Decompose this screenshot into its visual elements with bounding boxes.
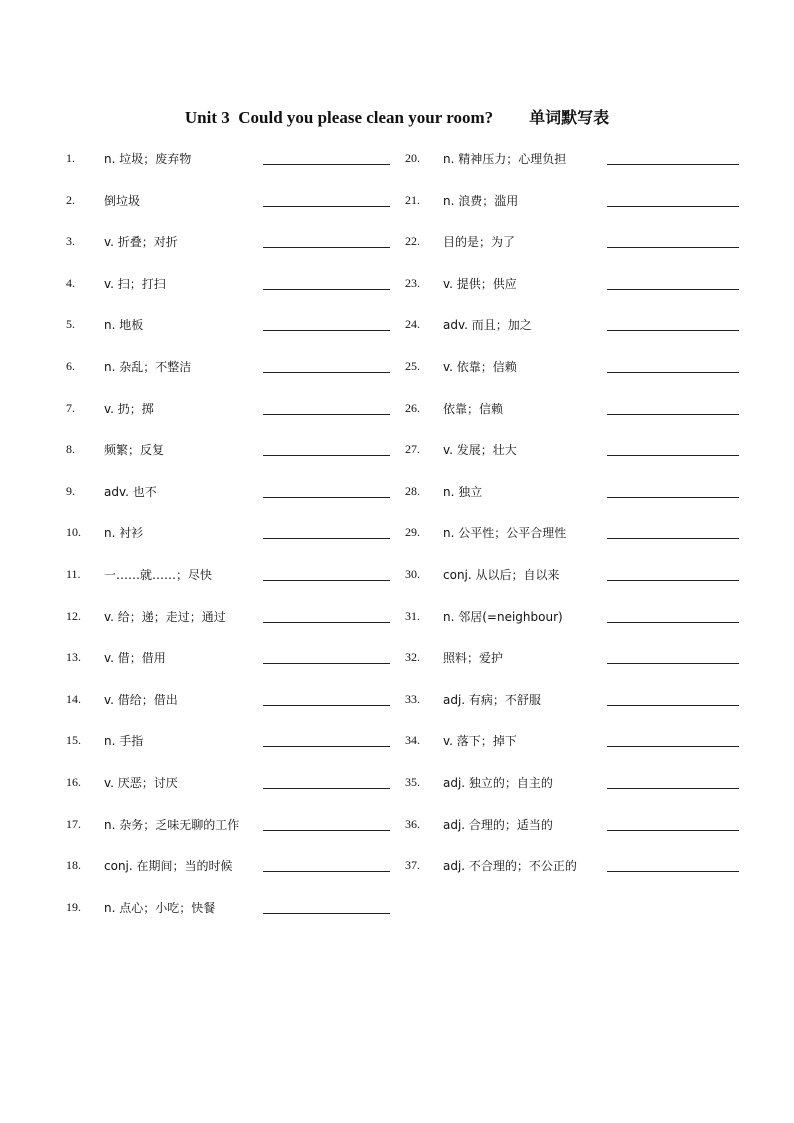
item-number: 14. xyxy=(66,691,81,706)
item-definition: adj. 不合理的；不公正的 xyxy=(443,859,577,874)
page-title xyxy=(0,105,794,128)
item-definition: v. 提供；供应 xyxy=(443,276,517,291)
item-number: 13. xyxy=(66,650,81,665)
item-definition: n. 独立 xyxy=(443,484,483,499)
vocab-row xyxy=(66,223,426,265)
item-definition: v. 扫；打扫 xyxy=(104,276,166,291)
item-number: 24. xyxy=(405,317,420,332)
vocab-row xyxy=(405,473,765,515)
item-number: 20. xyxy=(405,151,420,165)
item-definition: v. 给；递；走过；通过 xyxy=(104,609,226,624)
answer-blank[interactable] xyxy=(607,830,739,831)
vocab-row xyxy=(66,556,426,598)
answer-blank[interactable] xyxy=(263,538,390,539)
answer-blank[interactable] xyxy=(607,289,739,290)
item-number: 15. xyxy=(66,733,81,748)
vocab-row xyxy=(405,514,765,556)
vocab-row xyxy=(66,140,426,182)
answer-blank[interactable] xyxy=(263,414,390,415)
vocab-row xyxy=(405,348,765,390)
vocab-row xyxy=(66,265,426,307)
item-number: 35. xyxy=(405,774,420,789)
item-definition: conj. 从以后；自以来 xyxy=(443,567,560,582)
vocab-row xyxy=(405,306,765,348)
item-definition: v. 发展；壮大 xyxy=(443,443,517,458)
left-column xyxy=(66,140,426,930)
answer-blank[interactable] xyxy=(607,705,739,706)
item-definition: n. 杂乱；不整洁 xyxy=(104,359,192,374)
item-number: 18. xyxy=(66,858,81,873)
item-number: 17. xyxy=(66,816,81,831)
answer-blank[interactable] xyxy=(263,206,390,207)
item-number: 21. xyxy=(405,192,420,207)
item-number: 36. xyxy=(405,816,420,831)
item-definition: 依靠；信赖 xyxy=(443,401,504,416)
item-definition: 照料；爱护 xyxy=(443,651,504,666)
item-number: 16. xyxy=(66,774,81,789)
answer-blank[interactable] xyxy=(263,247,390,248)
item-definition: adj. 独立的；自主的 xyxy=(443,775,553,790)
item-number: 27. xyxy=(405,442,420,457)
answer-blank[interactable] xyxy=(263,497,390,498)
vocab-row xyxy=(66,473,426,515)
vocab-row xyxy=(66,431,426,473)
vocab-row xyxy=(66,306,426,348)
vocab-row xyxy=(405,681,765,723)
answer-blank[interactable] xyxy=(607,372,739,373)
vocab-row xyxy=(405,722,765,764)
right-column xyxy=(405,140,765,889)
item-number: 37. xyxy=(405,858,420,873)
item-definition: v. 厌恶；讨厌 xyxy=(104,775,178,790)
answer-blank[interactable] xyxy=(263,455,390,456)
vocab-row xyxy=(405,847,765,889)
answer-blank[interactable] xyxy=(263,372,390,373)
answer-blank[interactable] xyxy=(263,289,390,290)
item-number: 9. xyxy=(66,483,75,498)
vocab-row xyxy=(66,598,426,640)
vocab-row xyxy=(66,764,426,806)
answer-blank[interactable] xyxy=(263,871,390,872)
item-definition: 频繁；反复 xyxy=(104,443,165,458)
answer-blank[interactable] xyxy=(263,663,390,664)
item-definition: v. 折叠；对折 xyxy=(104,235,178,250)
answer-blank[interactable] xyxy=(263,913,390,914)
item-number: 4. xyxy=(66,275,75,290)
vocab-row xyxy=(66,182,426,224)
answer-blank[interactable] xyxy=(607,580,739,581)
vocab-row xyxy=(66,639,426,681)
vocab-row xyxy=(405,764,765,806)
item-number: 25. xyxy=(405,358,420,373)
item-number: 12. xyxy=(66,608,81,623)
answer-blank[interactable] xyxy=(607,247,739,248)
item-definition: n. 邻居(=neighbour) xyxy=(443,609,563,624)
item-definition: 目的是；为了 xyxy=(443,235,516,250)
answer-blank[interactable] xyxy=(607,871,739,872)
item-definition: n. 点心；小吃；快餐 xyxy=(104,900,216,915)
item-definition: n. 杂务；乏味无聊的工作 xyxy=(104,817,240,832)
item-definition: adv. 也不 xyxy=(104,484,157,499)
item-definition: n. 精神压力；心理负担 xyxy=(443,152,567,166)
item-number: 8. xyxy=(66,442,75,457)
item-definition: n. 手指 xyxy=(104,734,144,749)
answer-blank[interactable] xyxy=(607,788,739,789)
answer-blank[interactable] xyxy=(607,663,739,664)
vocab-row xyxy=(405,140,765,182)
item-definition: v. 依靠；信赖 xyxy=(443,359,517,374)
answer-blank[interactable] xyxy=(263,705,390,706)
vocab-row xyxy=(66,348,426,390)
item-number: 7. xyxy=(66,400,75,415)
item-number: 34. xyxy=(405,733,420,748)
item-number: 33. xyxy=(405,691,420,706)
item-definition: n. 地板 xyxy=(104,318,144,333)
item-number: 30. xyxy=(405,566,420,581)
vocab-row xyxy=(405,639,765,681)
item-number: 1. xyxy=(66,151,75,165)
item-definition: 一……就……；尽快 xyxy=(104,567,213,582)
vocab-row xyxy=(405,598,765,640)
answer-blank[interactable] xyxy=(607,206,739,207)
item-definition: v. 借给；借出 xyxy=(104,692,178,707)
item-number: 32. xyxy=(405,650,420,665)
vocab-row xyxy=(405,182,765,224)
item-definition: conj. 在期间；当的时候 xyxy=(104,859,233,874)
item-number: 19. xyxy=(66,899,81,914)
item-definition: 倒垃圾 xyxy=(104,193,141,208)
vocab-row xyxy=(405,556,765,598)
item-definition: adj. 合理的；适当的 xyxy=(443,817,553,832)
answer-blank[interactable] xyxy=(607,746,739,747)
answer-blank[interactable] xyxy=(607,497,739,498)
vocab-row xyxy=(66,806,426,848)
vocab-row xyxy=(405,223,765,265)
vocab-row xyxy=(66,722,426,764)
vocab-row xyxy=(66,390,426,432)
answer-blank[interactable] xyxy=(607,414,739,415)
item-number: 10. xyxy=(66,525,81,540)
item-number: 2. xyxy=(66,192,75,207)
answer-blank[interactable] xyxy=(263,622,390,623)
vocab-row xyxy=(405,390,765,432)
item-definition: n. 垃圾；废弃物 xyxy=(104,152,192,166)
answer-blank[interactable] xyxy=(607,164,739,165)
item-definition: v. 借；借用 xyxy=(104,651,166,666)
item-number: 5. xyxy=(66,317,75,332)
item-number: 22. xyxy=(405,234,420,249)
item-number: 11. xyxy=(66,566,81,581)
answer-blank[interactable] xyxy=(263,830,390,831)
vocab-row xyxy=(66,514,426,556)
title-chinese: 单词默写表 xyxy=(529,108,610,127)
item-definition: adj. 有病；不舒服 xyxy=(443,692,541,707)
vocab-row xyxy=(405,431,765,473)
item-number: 26. xyxy=(405,400,420,415)
item-definition: v. 落下；掉下 xyxy=(443,734,517,749)
item-definition: n. 浪费；滥用 xyxy=(443,193,519,208)
item-definition: v. 扔；掷 xyxy=(104,401,154,416)
answer-blank[interactable] xyxy=(607,622,739,623)
item-definition: n. 衬衫 xyxy=(104,526,144,541)
vocab-row xyxy=(66,847,426,889)
item-number: 31. xyxy=(405,608,420,623)
item-number: 29. xyxy=(405,525,420,540)
answer-blank[interactable] xyxy=(607,538,739,539)
answer-blank[interactable] xyxy=(263,164,390,165)
item-definition: adv. 而且；加之 xyxy=(443,318,532,333)
item-definition: n. 公平性；公平合理性 xyxy=(443,526,567,541)
answer-blank[interactable] xyxy=(263,580,390,581)
answer-blank[interactable] xyxy=(263,330,390,331)
item-number: 3. xyxy=(66,234,75,249)
answer-blank[interactable] xyxy=(263,788,390,789)
vocab-row xyxy=(405,806,765,848)
vocab-row xyxy=(405,265,765,307)
answer-blank[interactable] xyxy=(607,330,739,331)
item-number: 23. xyxy=(405,275,420,290)
answer-blank[interactable] xyxy=(607,455,739,456)
vocab-row xyxy=(66,889,426,931)
item-number: 28. xyxy=(405,483,420,498)
item-number: 6. xyxy=(66,358,75,373)
title-english: Unit 3 Could you please clean your room? xyxy=(184,108,494,127)
vocab-row xyxy=(66,681,426,723)
answer-blank[interactable] xyxy=(263,746,390,747)
